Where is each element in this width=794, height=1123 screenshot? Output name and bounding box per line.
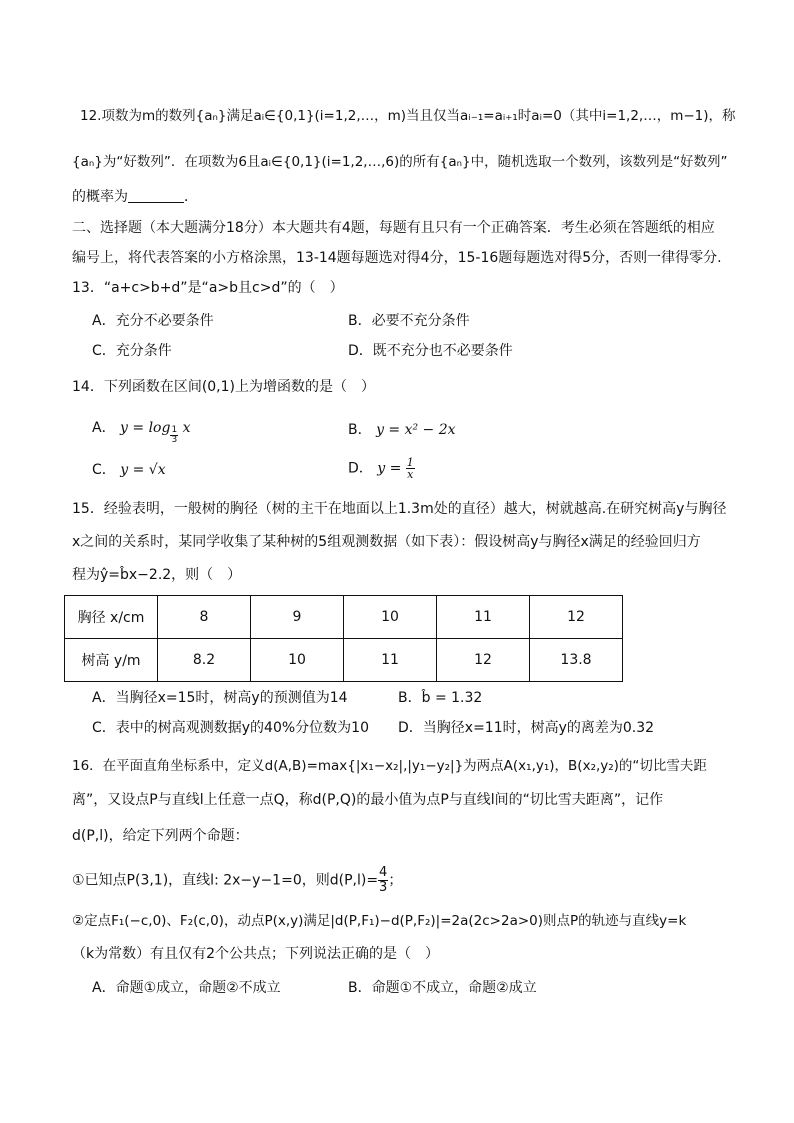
q14-option-d-label: D． bbox=[348, 460, 373, 477]
q15-line-3: 程为ŷ=b̂x−2.2，则（ ） bbox=[72, 567, 242, 583]
q14-a-base-num: 1 bbox=[171, 425, 178, 435]
q14-option-c-expr: y = √x bbox=[120, 462, 166, 478]
q16-option-b: B．命题①不成立，命题②成立 bbox=[348, 980, 537, 996]
table-cell: 8.2 bbox=[158, 639, 251, 682]
q13-option-d: D．既不充分也不必要条件 bbox=[348, 343, 513, 359]
q16-item-2-line-1: ②定点F₁(−c,0)、F₂(c,0)，动点P(x,y)满足|d(P,F₁)−d(P,F₂)|=2a(2c>2a>0)则点P的轨迹与直线y=k bbox=[72, 913, 687, 929]
observation-table bbox=[64, 595, 623, 682]
q14-option-b bbox=[348, 420, 456, 440]
table-cell: 10 bbox=[251, 639, 344, 682]
q16-item-1-end: ； bbox=[388, 872, 403, 889]
q13-option-a: A．充分不必要条件 bbox=[92, 313, 214, 329]
q16-line-2: 离”，又设点P与直线l上任意一点Q，称d(P,Q)的最小值为点P与直线l间的“切比雪夫距离”，记作 bbox=[72, 792, 664, 808]
q12-line-3-text: 的概率为 bbox=[72, 189, 128, 205]
q13-stem: 13．“a+c>b+d”是“a>b且c>d”的（ ） bbox=[72, 280, 344, 296]
q14-option-d-frac bbox=[406, 457, 415, 480]
q14-a-base-den: 3 bbox=[171, 435, 178, 445]
q14-option-b-label: B． bbox=[348, 422, 372, 438]
q12-line-1: 12.项数为m的数列{aₙ}满足aᵢ∈{0,1}(i=1,2,…，m)当且仅当aᵢ₋₁=aᵢ₊₁时aᵢ=0（其中i=1,2,…，m−1)，称 bbox=[80, 108, 736, 124]
q14-d-num: 1 bbox=[406, 456, 414, 469]
table-cell: 12 bbox=[437, 639, 530, 682]
q14-d-den: x bbox=[407, 468, 414, 481]
q16-item-2-line-2: （k为常数）有且仅有2个公共点；下列说法正确的是（ ） bbox=[72, 946, 440, 962]
q14-option-a-label: A． bbox=[92, 420, 116, 436]
table-cell: 12 bbox=[530, 596, 623, 639]
q14-option-a-var: x bbox=[182, 420, 191, 436]
q16-frac-num: 4 bbox=[379, 865, 388, 880]
q15-option-c: C．表中的树高观测数据y的40%分位数为10 bbox=[92, 720, 369, 736]
q14-stem: 14．下列函数在区间(0,1)上为增函数的是（ ） bbox=[72, 379, 376, 395]
q16-line-1: 16．在平面直角坐标系中，定义d(A,B)=max{|x₁−x₂|,|y₁−y₂|}为两点A(x₁,y₁)，B(x₂,y₂)的“切比雪夫距 bbox=[72, 758, 707, 774]
q15-option-b: B．b̂ = 1.32 bbox=[398, 690, 483, 706]
q15-line-2: x之间的关系时，某同学收集了某种树的5组观测数据（如下表）：假设树高y与胸径x满足的经验回归方 bbox=[72, 534, 701, 550]
q14-option-a-expr: y = log bbox=[120, 420, 171, 436]
q14-option-a-base bbox=[170, 426, 178, 445]
section-2-line-2: 编号上，将代表答案的小方格涂黑，13-14题每题选对得4分，15-16题每题选对得5分，否则一律得零分. bbox=[72, 250, 722, 266]
q14-option-d-expr: y = bbox=[377, 460, 402, 477]
q12-line-3-end: ． bbox=[184, 189, 198, 205]
q16-item-1-frac bbox=[378, 866, 388, 895]
q14-option-a bbox=[92, 418, 191, 445]
table-cell: 8 bbox=[158, 596, 251, 639]
table-cell: 9 bbox=[251, 596, 344, 639]
answer-blank bbox=[128, 188, 184, 203]
q12-line-3 bbox=[72, 187, 198, 207]
table-cell: 11 bbox=[344, 639, 437, 682]
q16-line-3: d(P,l)，给定下列两个命题： bbox=[72, 828, 249, 844]
q14-option-c-label: C． bbox=[92, 462, 116, 478]
q14-option-d bbox=[348, 457, 415, 480]
q13-option-b: B．必要不充分条件 bbox=[348, 313, 470, 329]
q15-option-d: D．当胸径x=11时，树高y的离差为0.32 bbox=[398, 720, 655, 736]
q15-option-a: A．当胸径x=15时，树高y的预测值为14 bbox=[92, 690, 348, 706]
q16-frac-den: 3 bbox=[379, 880, 388, 895]
table-cell: 11 bbox=[437, 596, 530, 639]
q14-option-b-expr: y = x² − 2x bbox=[376, 422, 456, 438]
table-cell: 10 bbox=[344, 596, 437, 639]
table-row bbox=[65, 596, 623, 639]
q16-item-1 bbox=[72, 866, 402, 895]
table-header-cell: 树高 y/m bbox=[65, 639, 158, 682]
q15-line-1: 15．经验表明，一般树的胸径（树的主干在地面以上1.3m处的直径）越大，树就越高.在研究树高y与胸径 bbox=[72, 501, 727, 517]
q14-option-c bbox=[92, 460, 166, 480]
section-2-line-1: 二、选择题（本大题满分18分）本大题共有4题，每题有且只有一个正确答案．考生必须在答题纸的相应 bbox=[72, 220, 715, 236]
q16-option-a: A．命题①成立，命题②不成立 bbox=[92, 980, 281, 996]
q12-line-2: {aₙ}为“好数列”．在项数为6且aᵢ∈{0,1}(i=1,2,…,6)的所有{aₙ}中，随机选取一个数列，该数列是“好数列” bbox=[72, 154, 728, 170]
table-row bbox=[65, 639, 623, 682]
table-header-cell: 胸径 x/cm bbox=[65, 596, 158, 639]
q13-option-c: C．充分条件 bbox=[92, 343, 172, 359]
q16-item-1-text: ①已知点P(3,1)，直线l: 2x−y−1=0，则d(P,l)= bbox=[72, 872, 379, 889]
table-cell: 13.8 bbox=[530, 639, 623, 682]
